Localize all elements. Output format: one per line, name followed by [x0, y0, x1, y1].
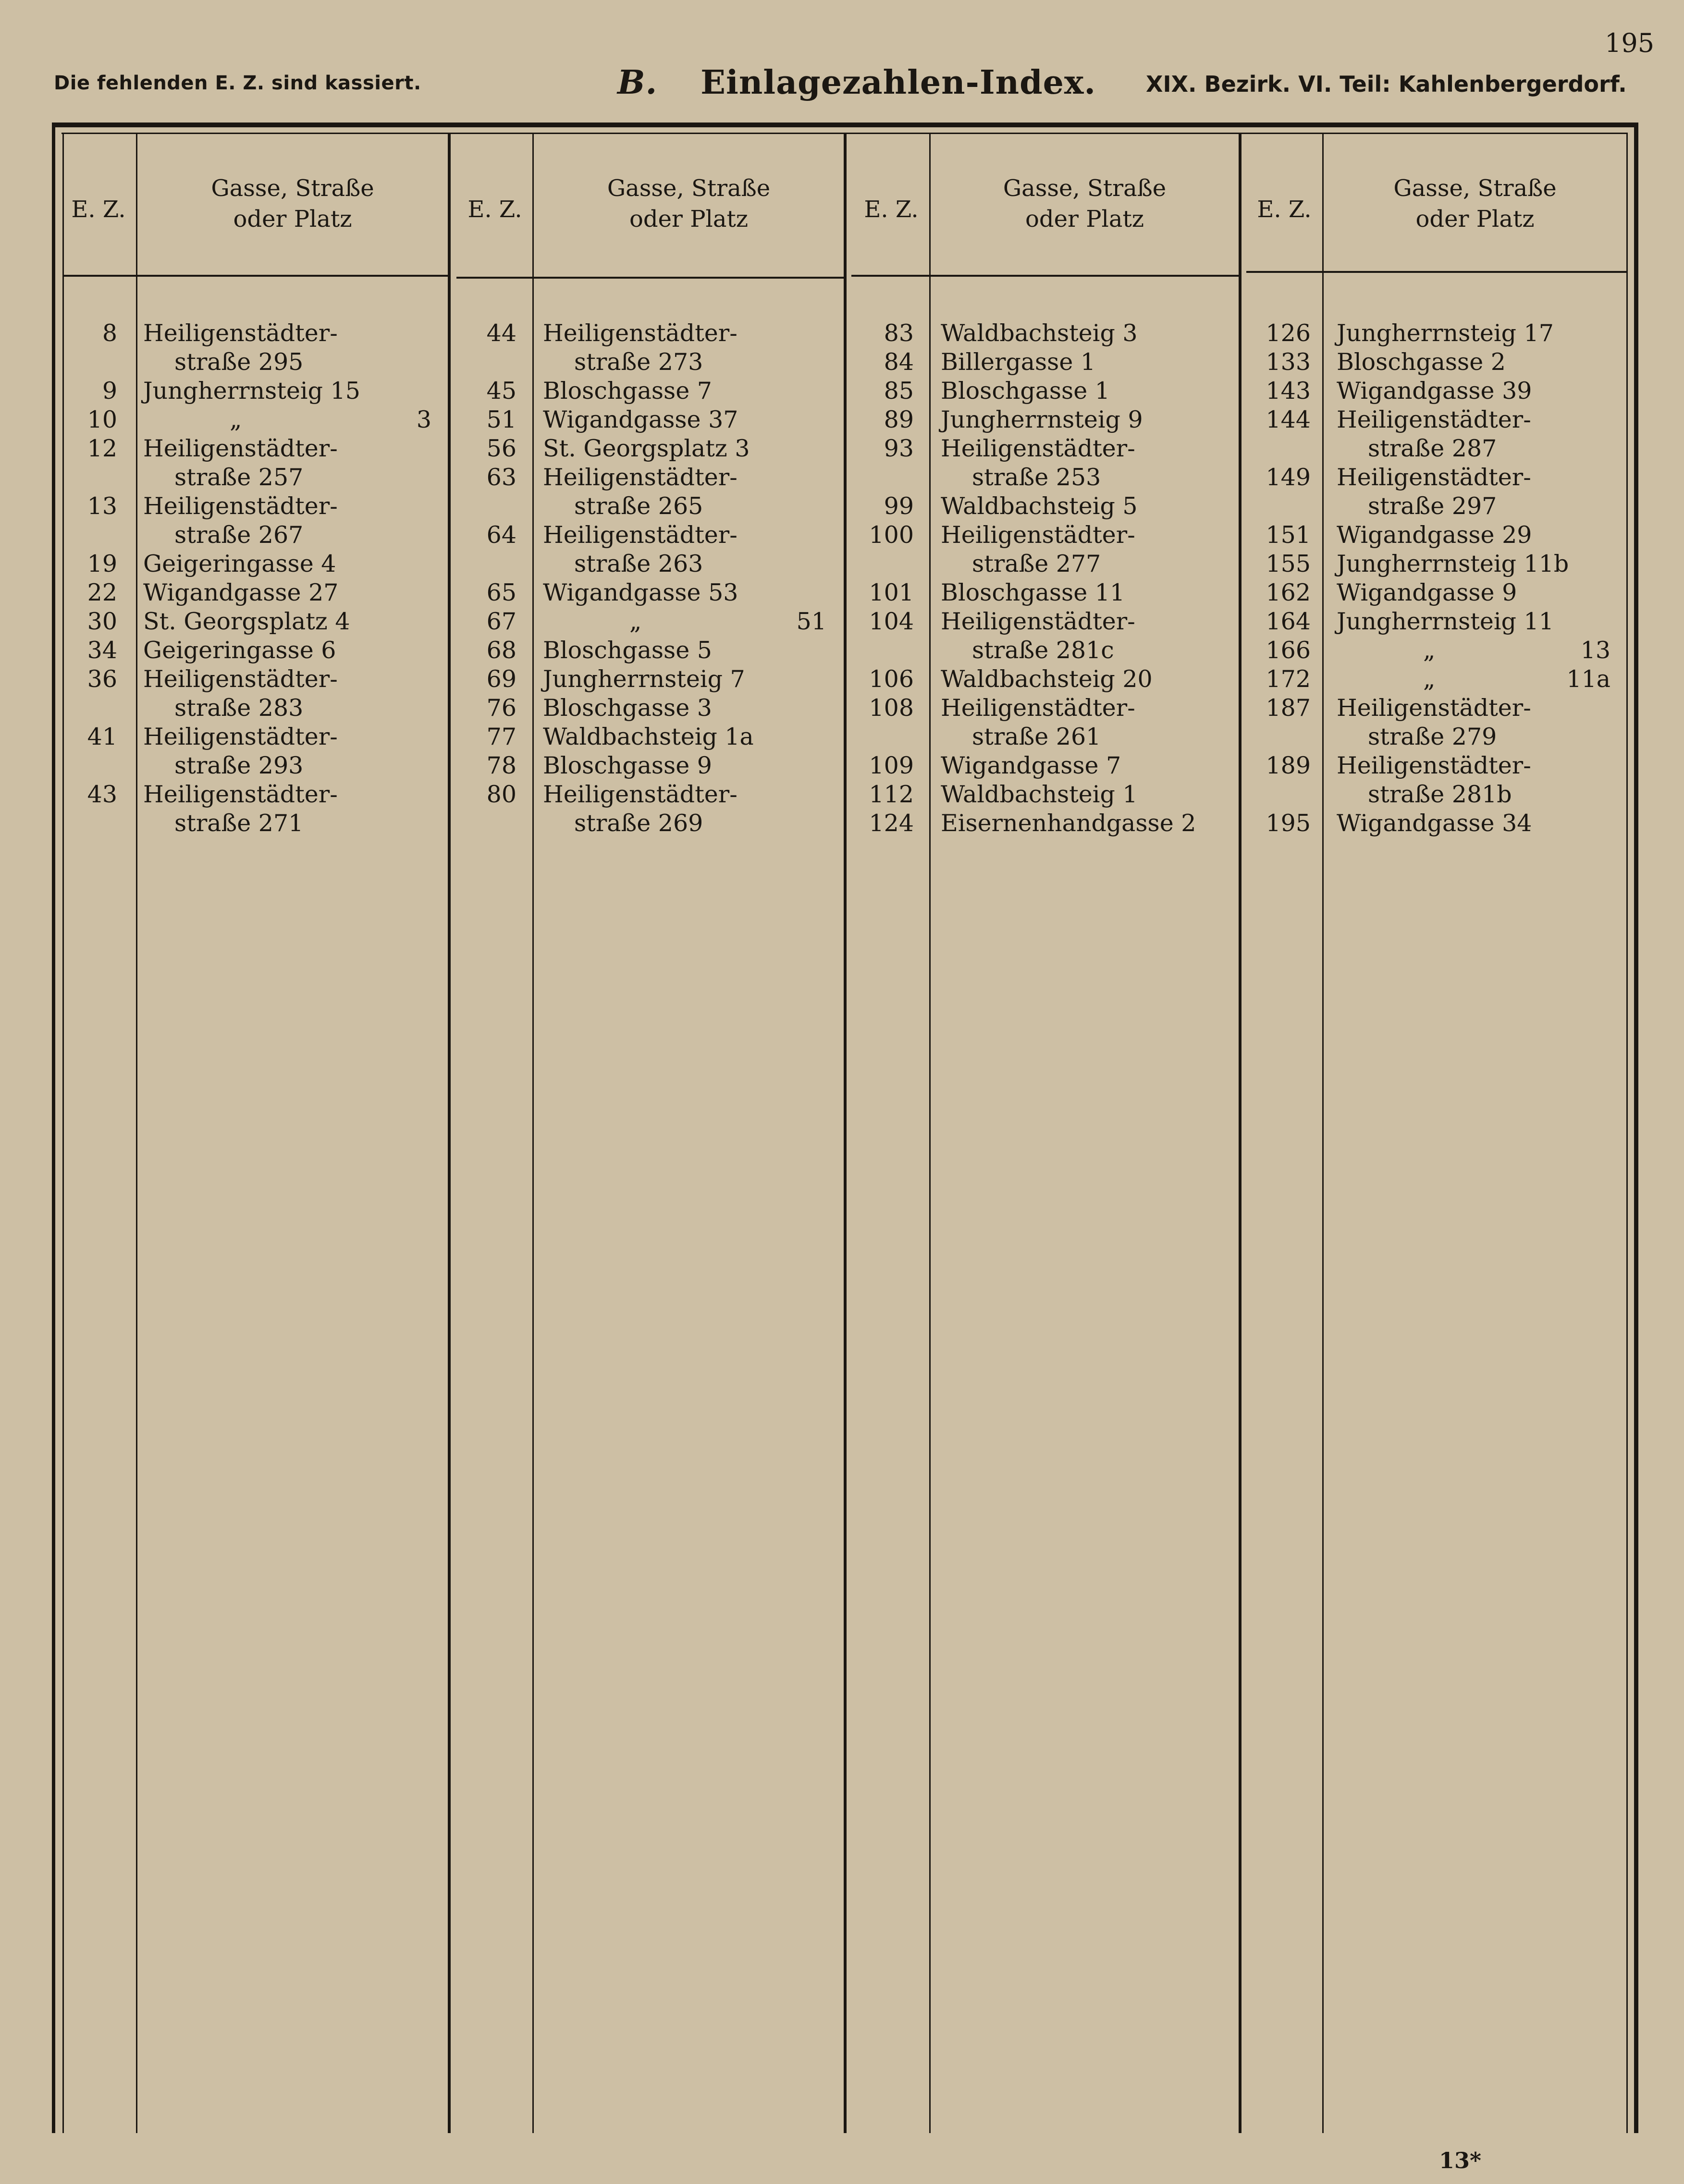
ditto-mark: „ — [629, 608, 642, 635]
header-street-line: oder Platz — [233, 206, 352, 233]
street-cell: straße 269 — [574, 810, 703, 837]
ez-cell: 12 — [87, 435, 117, 462]
ez-cell: 69 — [486, 665, 516, 693]
street-cell: straße 267 — [174, 521, 304, 549]
column-rule — [929, 133, 931, 2133]
ez-cell — [67, 751, 117, 780]
street-cell: Wigandgasse 7 — [941, 752, 1121, 779]
street-cell: Heiligenstädter- — [941, 435, 1135, 462]
ez-cell: 13 — [87, 492, 117, 520]
column-group-rule — [448, 133, 451, 2133]
street-cell: straße 279 — [1368, 723, 1497, 750]
header-rule — [851, 275, 1241, 277]
ez-cell: 189 — [1266, 752, 1311, 779]
section-letter: B. — [617, 63, 658, 102]
ditto-mark: „ — [1423, 665, 1436, 693]
column-rule — [1322, 133, 1324, 2133]
header-street — [534, 173, 844, 234]
signature-mark: 13* — [1439, 2147, 1482, 2173]
street-cell: straße 281c — [972, 637, 1114, 664]
street-cell: Bloschgasse 2 — [1337, 348, 1506, 376]
street-cell: Heiligenstädter- — [1337, 464, 1531, 491]
header-street-line: oder Platz — [1025, 206, 1144, 233]
street-cell: Jungherrnsteig 7 — [543, 665, 745, 693]
street-cell: Bloschgasse 9 — [543, 752, 712, 779]
header-rule — [1246, 271, 1628, 273]
header-street — [1324, 173, 1626, 234]
street-cell: Heiligenstädter- — [543, 521, 738, 549]
header-ez: E. Z. — [467, 196, 522, 223]
street-cell: Bloschgasse 7 — [543, 377, 712, 405]
ez-cell — [850, 723, 914, 751]
street-cell: Bloschgasse 1 — [941, 377, 1110, 405]
street-cell: straße 277 — [972, 550, 1101, 577]
ez-cell — [850, 550, 914, 578]
ez-column — [1243, 319, 1311, 838]
street-cell: straße 271 — [174, 810, 304, 837]
street-cell: Heiligenstädter- — [543, 319, 738, 347]
ez-cell — [454, 348, 516, 377]
ez-cell: 19 — [87, 550, 117, 577]
house-number: 3 — [416, 406, 431, 433]
header-street — [137, 173, 448, 234]
street-cell — [543, 607, 841, 636]
column-group-rule — [1239, 133, 1241, 2133]
ez-cell — [67, 463, 117, 492]
street-cell: Heiligenstädter- — [941, 608, 1135, 635]
ez-cell: 112 — [869, 781, 914, 808]
street-cell: Wigandgasse 37 — [543, 406, 738, 433]
street-cell: straße 293 — [174, 752, 304, 779]
street-column — [543, 319, 841, 838]
street-cell: Heiligenstädter- — [543, 781, 738, 808]
street-cell: Jungherrnsteig 15 — [143, 377, 360, 405]
street-cell: straße 283 — [174, 694, 304, 722]
street-cell: Waldbachsteig 1 — [941, 781, 1138, 808]
ez-cell: 133 — [1266, 348, 1311, 376]
header-street-line: Gasse, Straße — [211, 175, 374, 202]
ez-cell — [67, 521, 117, 550]
district-heading: XIX. Bezirk. VI. Teil: Kahlenbergerdorf. — [1146, 71, 1627, 97]
ez-cell — [67, 694, 117, 723]
street-cell: Jungherrnsteig 9 — [941, 406, 1143, 433]
header-note: Die fehlenden E. Z. sind kassiert. — [54, 72, 421, 94]
street-cell — [143, 405, 446, 434]
ez-cell: 8 — [102, 319, 117, 347]
street-cell: straße 281b — [1368, 781, 1512, 808]
ez-column — [67, 319, 117, 838]
column-rule — [136, 133, 137, 2133]
street-cell: Geigeringasse 6 — [143, 637, 336, 664]
street-cell: straße 257 — [174, 464, 304, 491]
header-rule — [62, 275, 449, 277]
ez-cell: 45 — [486, 377, 516, 405]
ez-cell: 187 — [1266, 694, 1311, 722]
ez-cell: 22 — [87, 579, 117, 606]
street-cell: Waldbachsteig 1a — [543, 723, 754, 750]
ez-cell — [67, 809, 117, 838]
street-cell: Heiligenstädter- — [941, 694, 1135, 722]
ez-cell: 67 — [486, 608, 516, 635]
street-cell: straße 261 — [972, 723, 1101, 750]
street-cell: Heiligenstädter- — [543, 464, 738, 491]
table-inner-right-rule — [1626, 133, 1628, 2133]
header-street-line: oder Platz — [1415, 206, 1535, 233]
header-ez: E. Z. — [71, 196, 126, 223]
ez-cell: 162 — [1266, 579, 1311, 606]
ez-cell: 108 — [869, 694, 914, 722]
street-cell: Waldbachsteig 3 — [941, 319, 1138, 347]
ditto-mark: „ — [230, 406, 242, 433]
street-column — [143, 319, 446, 838]
header-street-line: Gasse, Straße — [607, 175, 771, 202]
ez-cell — [850, 463, 914, 492]
header-street — [931, 173, 1239, 234]
house-number: 13 — [1580, 637, 1610, 664]
ez-cell: 93 — [884, 435, 914, 462]
street-cell: Jungherrnsteig 11 — [1337, 608, 1554, 635]
street-cell: Jungherrnsteig 17 — [1337, 319, 1554, 347]
page-number: 195 — [1605, 28, 1655, 58]
house-number: 11a — [1566, 665, 1610, 693]
ez-cell: 155 — [1266, 550, 1311, 577]
ez-cell: 143 — [1266, 377, 1311, 405]
title-text: Einlagezahlen-Index. — [701, 63, 1096, 102]
ez-column — [850, 319, 914, 838]
ez-cell: 100 — [869, 521, 914, 549]
ez-cell — [850, 636, 914, 665]
street-cell: Bloschgasse 11 — [941, 579, 1125, 606]
ez-cell: 83 — [884, 319, 914, 347]
ez-cell: 10 — [87, 406, 117, 433]
street-column — [941, 319, 1238, 838]
ez-cell: 51 — [486, 406, 516, 433]
header-ez: E. Z. — [1257, 196, 1312, 223]
street-cell: straße 253 — [972, 464, 1101, 491]
ez-cell — [67, 348, 117, 377]
street-cell: Eisernenhandgasse 2 — [941, 810, 1196, 837]
column-group-rule — [844, 133, 847, 2133]
ez-cell: 9 — [102, 377, 117, 405]
header-street-line: Gasse, Straße — [1393, 175, 1557, 202]
ez-cell — [1243, 780, 1311, 809]
ez-cell — [1243, 434, 1311, 463]
ez-cell: 109 — [869, 752, 914, 779]
street-cell: straße 287 — [1368, 435, 1497, 462]
ez-cell: 172 — [1266, 665, 1311, 693]
header-street-line: oder Platz — [629, 206, 749, 233]
street-cell: Jungherrnsteig 11b — [1337, 550, 1569, 577]
street-cell — [1337, 636, 1625, 665]
street-cell: Wigandgasse 53 — [543, 579, 738, 606]
column-rule — [532, 133, 534, 2133]
ez-cell: 36 — [87, 665, 117, 693]
ez-cell: 164 — [1266, 608, 1311, 635]
ez-cell — [1243, 492, 1311, 521]
header-street-line: Gasse, Straße — [1003, 175, 1167, 202]
street-cell: Geigeringasse 4 — [143, 550, 336, 577]
street-cell — [1337, 665, 1625, 694]
street-cell: Heiligenstädter- — [941, 521, 1135, 549]
street-cell: Waldbachsteig 20 — [941, 665, 1153, 693]
ez-cell: 195 — [1266, 810, 1311, 837]
street-cell: Heiligenstädter- — [143, 492, 338, 520]
ez-cell: 77 — [486, 723, 516, 750]
ez-cell: 41 — [87, 723, 117, 750]
ez-cell: 56 — [486, 435, 516, 462]
street-cell: Heiligenstädter- — [143, 781, 338, 808]
street-cell: Heiligenstädter- — [143, 665, 338, 693]
street-cell: straße 265 — [574, 492, 703, 520]
street-cell: Heiligenstädter- — [143, 723, 338, 750]
street-cell: Bloschgasse 5 — [543, 637, 712, 664]
ez-cell: 106 — [869, 665, 914, 693]
ez-cell: 149 — [1266, 464, 1311, 491]
ez-cell: 85 — [884, 377, 914, 405]
ez-cell: 43 — [87, 781, 117, 808]
street-cell: Wigandgasse 34 — [1337, 810, 1532, 837]
ez-cell: 126 — [1266, 319, 1311, 347]
ez-column — [454, 319, 516, 838]
street-cell: Heiligenstädter- — [1337, 406, 1531, 433]
ez-cell: 84 — [884, 348, 914, 376]
ez-cell: 89 — [884, 406, 914, 433]
ez-cell: 101 — [869, 579, 914, 606]
ez-cell: 144 — [1266, 406, 1311, 433]
ez-cell: 65 — [486, 579, 516, 606]
street-cell: Wigandgasse 9 — [1337, 579, 1517, 606]
street-cell: straße 297 — [1368, 492, 1497, 520]
street-cell: Heiligenstädter- — [143, 319, 338, 347]
ez-cell: 151 — [1266, 521, 1311, 549]
street-cell: Billergasse 1 — [941, 348, 1096, 376]
ez-cell: 104 — [869, 608, 914, 635]
street-cell: Waldbachsteig 5 — [941, 492, 1138, 520]
house-number: 51 — [796, 608, 826, 635]
ez-cell: 30 — [87, 608, 117, 635]
ez-cell: 76 — [486, 694, 516, 722]
table-inner-left-rule — [62, 133, 64, 2133]
ez-cell — [454, 492, 516, 521]
header-ez: E. Z. — [864, 196, 919, 223]
street-cell: Heiligenstädter- — [1337, 694, 1531, 722]
street-cell: Bloschgasse 3 — [543, 694, 712, 722]
street-cell: Wigandgasse 29 — [1337, 521, 1532, 549]
ez-cell: 80 — [486, 781, 516, 808]
header-rule — [456, 277, 846, 279]
street-cell: Wigandgasse 39 — [1337, 377, 1532, 405]
street-cell: Heiligenstädter- — [1337, 752, 1531, 779]
ez-cell: 99 — [884, 492, 914, 520]
ez-cell: 64 — [486, 521, 516, 549]
ez-cell: 166 — [1266, 637, 1311, 664]
ez-cell — [454, 809, 516, 838]
street-cell: St. Georgsplatz 4 — [143, 608, 350, 635]
ez-cell: 68 — [486, 637, 516, 664]
page-title — [617, 63, 1096, 102]
ez-cell: 44 — [486, 319, 516, 347]
ez-cell — [454, 550, 516, 578]
ditto-mark: „ — [1423, 637, 1436, 664]
street-cell: straße 273 — [574, 348, 703, 376]
street-cell: St. Georgsplatz 3 — [543, 435, 750, 462]
ez-cell — [1243, 723, 1311, 751]
street-column — [1337, 319, 1625, 838]
street-cell: Heiligenstädter- — [143, 435, 338, 462]
street-cell: straße 295 — [174, 348, 304, 376]
ez-cell: 34 — [87, 637, 117, 664]
ez-cell: 63 — [486, 464, 516, 491]
ez-cell: 78 — [486, 752, 516, 779]
ez-cell: 124 — [869, 810, 914, 837]
street-cell: Wigandgasse 27 — [143, 579, 339, 606]
street-cell: straße 263 — [574, 550, 703, 577]
